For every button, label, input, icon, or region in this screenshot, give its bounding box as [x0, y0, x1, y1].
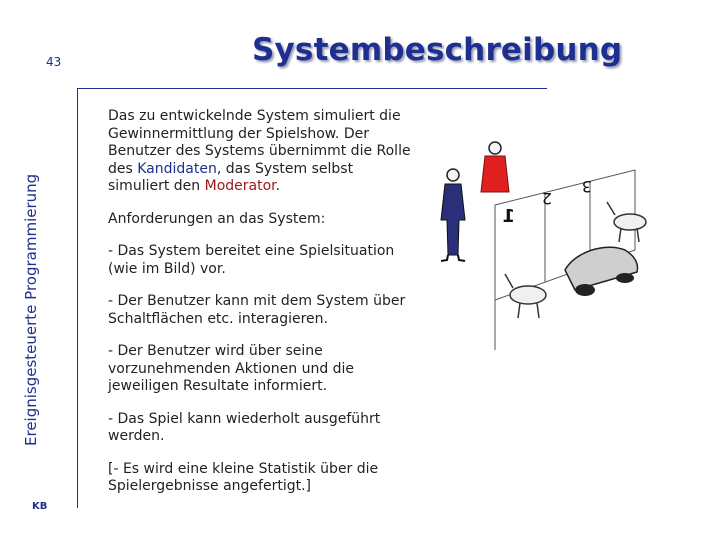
game-show-illustration [425, 130, 675, 350]
header-divider [77, 88, 547, 89]
author-initials: KB [32, 501, 48, 512]
candidate-figure [441, 169, 465, 261]
content-body [108, 108, 418, 511]
highlight-candidates: Kandidaten [137, 160, 217, 177]
page-title: Systembeschreibung [252, 32, 623, 68]
goat-image-upper [607, 202, 646, 242]
goat-image-lower [505, 274, 546, 318]
intro-text-2: , das System selbst simuliert den [108, 160, 354, 194]
requirement-item: - Der Benutzer kann mit dem System über Schaltflächen etc. interagieren. [108, 293, 406, 327]
car-image [565, 247, 638, 296]
intro-text-1: Das zu entwickelnde System simuliert die Gewinnermittlung der Spielshow. Der Benutzer des Systems übernimmt die Rolle des [108, 108, 411, 177]
requirement-item: [- Es wird eine kleine Statistik über die Spielergebnisse angefertigt.] [108, 460, 379, 494]
intro-text-3: . [275, 178, 281, 194]
sidebar-title: Ereignisgesteuerte Programmierung [22, 173, 40, 446]
page-number: 43 [46, 55, 62, 69]
door-label-2: 2 [541, 189, 552, 208]
door-label-1: 1 [502, 206, 515, 227]
intro-paragraph [108, 108, 418, 196]
requirement-item: - Das Spiel kann wiederholt ausgeführt werden. [108, 410, 381, 444]
moderator-figure [481, 142, 509, 192]
requirement-item: - Das System bereitet eine Spielsituation (wie im Bild) vor. [108, 243, 395, 277]
requirements-heading: Anforderungen an das System: [108, 210, 326, 227]
door-label-3: 3 [581, 177, 592, 196]
requirement-item: - Der Benutzer wird über seine vorzunehmenden Aktionen und die jeweiligen Resultate informiert. [108, 343, 355, 394]
sidebar-divider [77, 88, 78, 508]
highlight-moderator: Moderator [204, 178, 276, 194]
